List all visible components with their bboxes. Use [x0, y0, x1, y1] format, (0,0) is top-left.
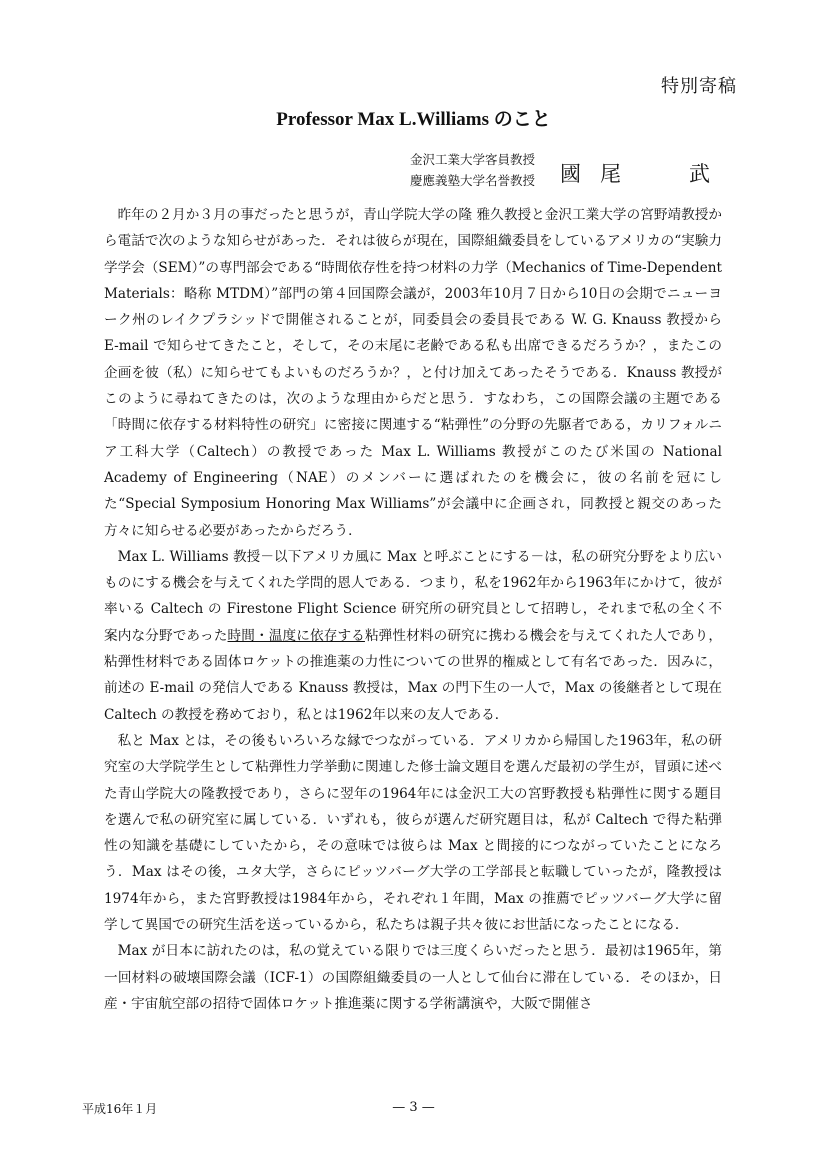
author-affiliation: 慶應義塾大学名誉教授 — [410, 173, 536, 188]
article-title: Professor Max L.Williams のこと — [276, 109, 551, 130]
paragraph — [104, 544, 722, 728]
paragraph: 私と Max とは，その後もいろいろな縁でつながっている．アメリカから帰国した1963年，私の研究室の大学院学生として粘弾性力学挙動に関連した修士論文題目を選んだ最初の学生が，冒頭に述べた青山学院大の隆教授であり，さらに翌年の1964年には金沢工大の宮野教授も粘弾性に関する題目を選んで私の研究室に属している．いずれも，彼らが選んだ研究題目は，私が Caltech で得た粘弾性の知識を基礎にしていたから，その意味では彼らは Max と間接的につながっていたことになろう．Max はその後，ユタ大学，さらにピッツバーグ大学の工学部長と転職していったが，隆教授は1974年から，また宮野教授は1984年から，それぞれ１年間，Max の推薦でピッツバーグ大学に留学して異国での研究生活を送っているから，私たちは親子共々彼にお世話になったことになる． — [104, 732, 722, 934]
paragraph-text: 粘弾性材料の研究に携わる機会を与えてくれた人であり，粘弾性材料である固体ロケットの推進薬の力性についての世界的権威として有名であった．因みに，前述の E-mail の発信人である Knauss 教授は，Max の門下生の一人で，Max の後継者として現在 Caltech の教授を務めており，私とは1962年以来の友人である． — [104, 627, 723, 723]
article-body — [104, 202, 722, 1017]
page-number: — 3 — — [392, 1100, 435, 1115]
author-name — [560, 158, 710, 188]
footer-date: 平成16年１月 — [82, 1102, 158, 1116]
author-name-part: 國 — [560, 162, 581, 186]
author-name-part: 尾 — [600, 162, 621, 186]
author-affiliation: 金沢工業大学客員教授 — [410, 152, 536, 167]
author-block — [410, 150, 730, 192]
paragraph: Max が日本に訪れたのは，私の覚えている限りでは三度くらいだったと思う．最初は1965年，第一回材料の破壊国際会議（ICF-1）の国際組織委員の一人として仙台に滞在している．そのほか，日産・宇宙航空部の招待で固体ロケット推進薬に関する学術講演や，大阪で開催さ — [104, 943, 722, 1012]
paragraph: 昨年の２月か３月の事だったと思うが，青山学院大学の隆 雅久教授と金沢工業大学の宮野靖教授から電話で次のような知らせがあった．それは彼らが現在，国際組織委員をしているアメリカの“実験力学学会（SEM）”の専門部会である“時間依存性を持つ材料の力学（Mechanics of Time-Dependent Materials：略称 MTDM）”部門の第４回国際会議が，2003年10月７日から10日の会期でニューヨーク州のレイクプラシッドで開催されることが，同委員会の委員長である W. G. Knauss 教授から E-mail で知らせてきたこと，そして，その末尾に老齢である私も出席できるだろうか？，またこの企画を彼（私）に知らせてもよいものだろうか？，と付け加えてあったそうである．Knauss 教授がこのように尋ねてきたのは，次のような理由からだと思う．すなわち，この国際会議の主題である「時間に依存する材料特性の研究」に密接に関連する“粘弾性”の分野の先駆者である，カリフォルニア工科大学（Caltech）の教授であった Max L. Williams 教授がこのたび米国の National Academy of Engineering（NAE）のメンバーに選ばれたのを機会に，彼の名前を冠にした“Special Symposium Honoring Max Williams”が会議中に企画され，同教授と親交のあった方々に知らせる必要があったからだろう． — [104, 207, 722, 539]
author-name-part: 武 — [689, 162, 710, 186]
section-label: 特別寄稿 — [661, 76, 737, 97]
paragraph-text: Max L. Williams 教授－以下アメリカ風に Max と呼ぶことにする－は，私の研究分野をより広いものにする機会を与えてくれた学問的恩人である．つまり，私を1962年から1963年にかけて，彼が率いる Caltech の Firestone Flight Science 研究所の研究員として招聘し，それまで私の全く不案内な分野であった — [104, 548, 722, 644]
underlined-phrase: 時間・温度に依存する — [227, 627, 365, 644]
